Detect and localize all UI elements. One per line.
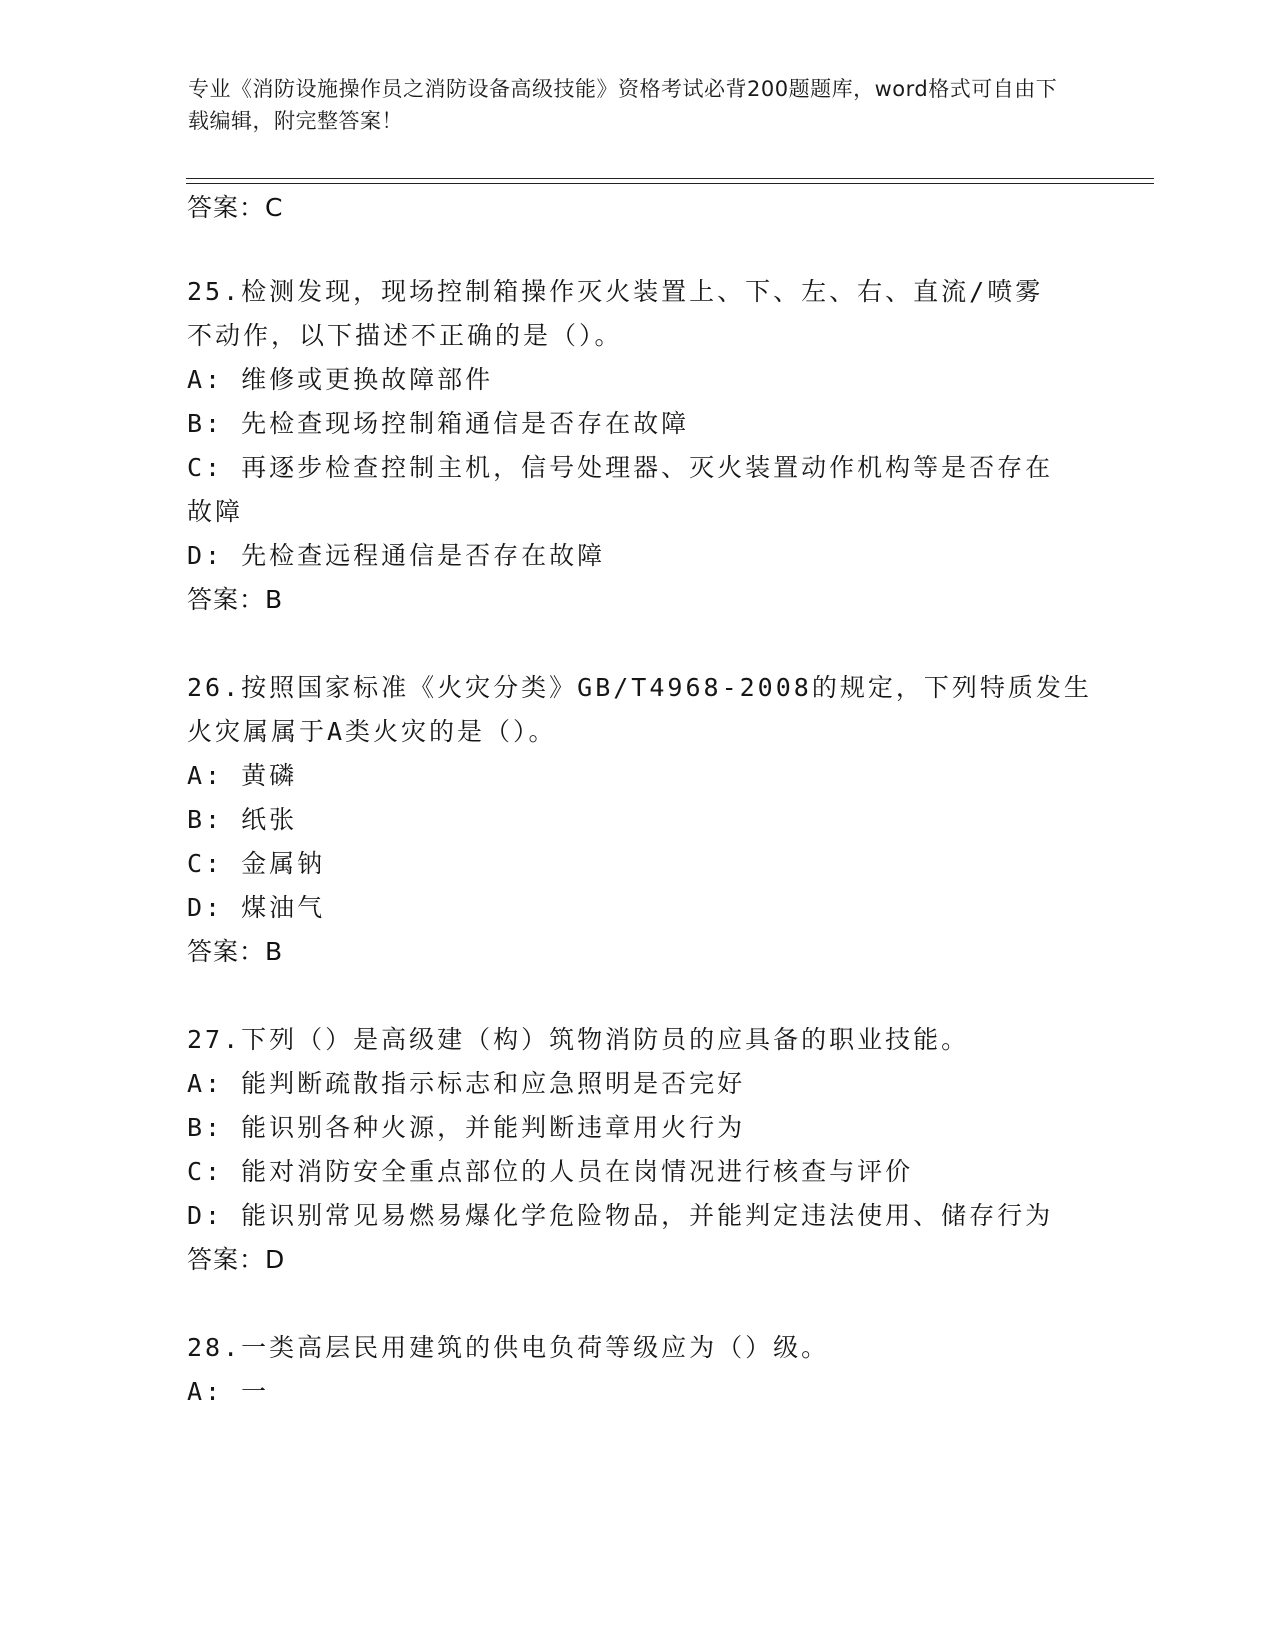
- question-25-option-a: A: 维修或更换故障部件: [187, 365, 494, 394]
- document-header: 专业《消防设施操作员之消防设备高级技能》资格考试必背200题题库，word格式可自由下载编辑，附完整答案！: [188, 77, 1058, 133]
- question-26-option-d: D: 煤油气: [187, 893, 326, 922]
- header-rule-thin: [186, 178, 1154, 179]
- question-25-stem-line-2: 不动作，以下描述不正确的是（）。: [187, 321, 623, 350]
- question-26-stem-line-1: 26.按照国家标准《火灾分类》GB/T4968-2008的规定，下列特质发生: [187, 673, 1092, 702]
- question-26-stem-line-2: 火灾属属于A类火灾的是（）。: [187, 717, 557, 746]
- question-25-option-b: B: 先检查现场控制箱通信是否存在故障: [187, 409, 690, 438]
- question-27-option-b: B: 能识别各种火源，并能判断违章用火行为: [187, 1113, 746, 1142]
- question-27-option-d: D: 能识别常见易燃易爆化学危险物品，并能判定违法使用、储存行为: [187, 1201, 1054, 1230]
- question-27-option-c: C: 能对消防安全重点部位的人员在岗情况进行核查与评价: [187, 1157, 914, 1186]
- question-28-stem-line-1: 28.一类高层民用建筑的供电负荷等级应为（）级。: [187, 1333, 830, 1362]
- question-26-answer: 答案：B: [187, 937, 284, 966]
- previous-answer: 答案：C: [187, 193, 284, 222]
- question-25-option-d: D: 先检查远程通信是否存在故障: [187, 541, 606, 570]
- header-rule-thick: [186, 183, 1154, 184]
- question-27-option-a: A: 能判断疏散指示标志和应急照明是否完好: [187, 1069, 746, 1098]
- question-25-option-c: C: 再逐步检查控制主机，信号处理器、灭火装置动作机构等是否存在: [187, 453, 1054, 482]
- question-26-option-b: B: 纸张: [187, 805, 298, 834]
- question-28-option-a: A: 一: [187, 1377, 270, 1406]
- question-25-option-c-continued: 故障: [187, 497, 244, 526]
- question-26-option-c: C: 金属钠: [187, 849, 326, 878]
- question-26-option-a: A: 黄磷: [187, 761, 298, 790]
- question-25-answer: 答案：B: [187, 585, 284, 614]
- question-25-stem-line-1: 25.检测发现，现场控制箱操作灭火装置上、下、左、右、直流/喷雾: [187, 277, 1044, 306]
- question-27-answer: 答案：D: [187, 1245, 286, 1274]
- question-27-stem-line-1: 27.下列（）是高级建（构）筑物消防员的应具备的职业技能。: [187, 1025, 970, 1054]
